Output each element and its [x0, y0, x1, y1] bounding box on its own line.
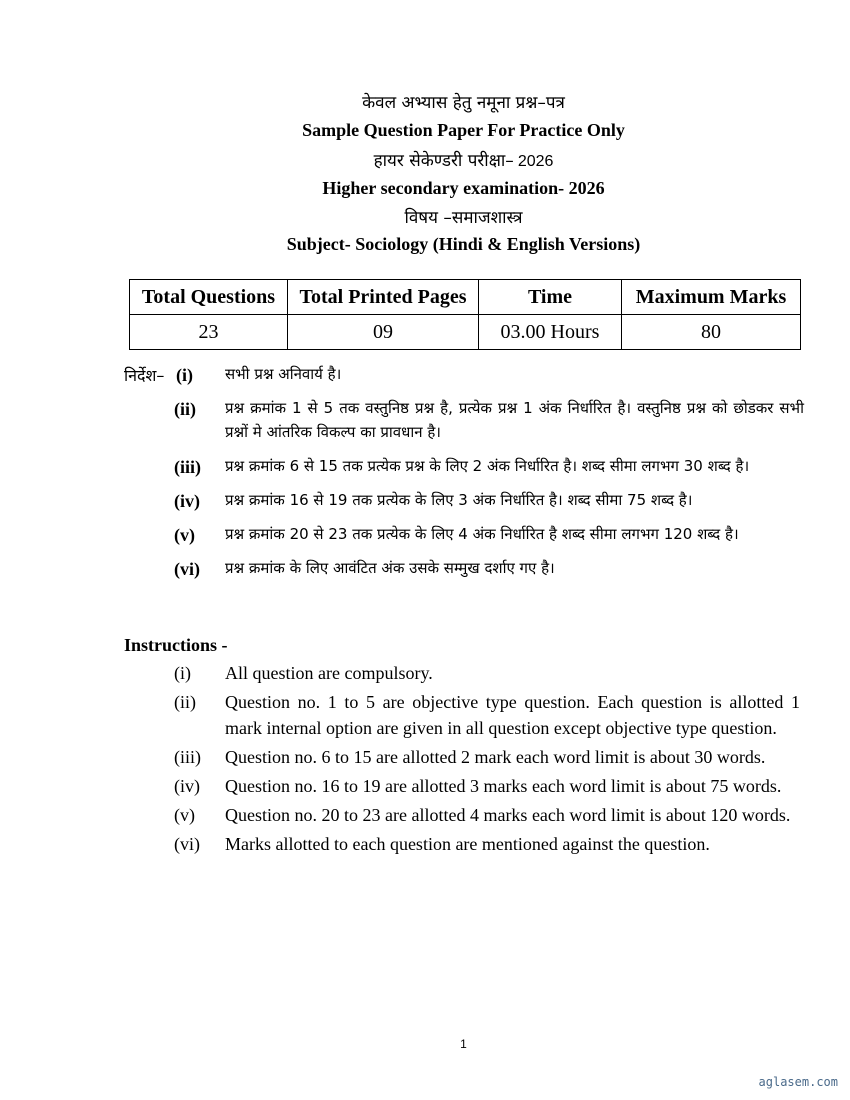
hindi-item-text: प्रश्न क्रमांक के लिए आवंटित अंक उसके सम्मुख दर्शाए गए है। [225, 559, 555, 577]
hindi-item-number: (ii) [174, 399, 196, 419]
english-item-text: Question no. 1 to 5 are objective type question. Each question is allotted 1 mark internal option are given in all question except objective type question. [225, 692, 800, 738]
hindi-instruction-item [124, 488, 804, 512]
header-time: Time [479, 280, 622, 315]
english-subject: Subject- Sociology (Hindi & English Versions) [286, 234, 641, 254]
hindi-subject: विषय –समाजशास्त्र [404, 208, 523, 228]
hindi-instructions-label: निर्देश– [124, 366, 165, 385]
english-instruction-item [124, 689, 800, 741]
header-total-questions: Total Questions [130, 280, 288, 315]
english-item-text: Question no. 20 to 23 are allotted 4 marks each word limit is about 120 words. [225, 805, 791, 825]
english-title: Sample Question Paper For Practice Only [302, 120, 625, 140]
header-total-pages: Total Printed Pages [288, 280, 479, 315]
hindi-item-text: प्रश्न क्रमांक 6 से 15 तक प्रत्येक प्रश्न के लिए 2 अंक निर्धारित है। शब्द सीमा लगभग 30 शब्द है। [225, 457, 750, 475]
hindi-exam-line [0, 148, 850, 171]
site-watermark: aglasem.com [758, 1075, 838, 1089]
english-item-number: (iii) [174, 747, 201, 767]
english-item-number: (i) [174, 663, 191, 683]
exam-meta-table [129, 279, 801, 350]
page-number: 1 [460, 1037, 467, 1051]
english-instruction-item [124, 773, 800, 799]
english-item-text: All question are compulsory. [225, 663, 433, 683]
hindi-item-text: प्रश्न क्रमांक 1 से 5 तक वस्तुनिष्ठ प्रश्न है, प्रत्येक प्रश्न 1 अंक निर्धारित है। वस्तुनिष्ठ प्रश्न को छोडकर सभी प्रश्नों मे आंतरिक विकल्प का प्रावधान है। [225, 399, 804, 441]
english-instruction-item [124, 744, 800, 770]
english-instructions-title: Instructions - [124, 635, 228, 655]
english-item-text: Question no. 6 to 15 are allotted 2 mark each word limit is about 30 words. [225, 747, 766, 767]
hindi-item-number: (i) [176, 365, 193, 385]
hindi-item-number: (iii) [174, 457, 201, 477]
meta-value-row [130, 315, 801, 350]
hindi-instruction-item [124, 454, 804, 478]
value-total-questions: 23 [130, 315, 288, 350]
hindi-instruction-item [124, 396, 804, 444]
hindi-item-number: (iv) [174, 491, 200, 511]
hindi-instruction-item [124, 556, 804, 580]
hindi-instruction-item [124, 362, 804, 386]
hindi-item-number: (vi) [174, 559, 200, 579]
english-item-number: (vi) [174, 834, 200, 854]
hindi-title: केवल अभ्यास हेतु नमूना प्रश्न–पत्र [362, 93, 565, 113]
hindi-instructions [124, 362, 804, 590]
english-item-number: (ii) [174, 692, 196, 712]
english-instruction-item [124, 831, 800, 857]
header-maximum-marks: Maximum Marks [622, 280, 801, 315]
english-instruction-item [124, 802, 800, 828]
english-instructions [124, 660, 800, 860]
english-item-text: Marks allotted to each question are mentioned against the question. [225, 834, 710, 854]
meta-header-row [130, 280, 801, 315]
hindi-item-text: प्रश्न क्रमांक 20 से 23 तक प्रत्येक के लिए 4 अंक निर्धारित है शब्द सीमा लगभग 120 शब्द है। [225, 525, 739, 543]
english-item-text: Question no. 16 to 19 are allotted 3 marks each word limit is about 75 words. [225, 776, 782, 796]
hindi-item-text: प्रश्न क्रमांक 16 से 19 तक प्रत्येक के लिए 3 अंक निर्धारित है। शब्द सीमा 75 शब्द है। [225, 491, 693, 509]
english-instruction-item [124, 660, 800, 686]
hindi-item-text: सभी प्रश्न अनिवार्य है। [225, 365, 342, 383]
value-total-pages: 09 [288, 315, 479, 350]
english-item-number: (iv) [174, 776, 200, 796]
hindi-exam-year: 2026 [517, 153, 554, 170]
hindi-instruction-item [124, 522, 804, 546]
hindi-item-number: (v) [174, 525, 195, 545]
english-item-number: (v) [174, 805, 195, 825]
english-exam: Higher secondary examination- 2026 [322, 178, 605, 198]
value-maximum-marks: 80 [622, 315, 801, 350]
value-time: 03.00 Hours [479, 315, 622, 350]
hindi-exam: हायर सेकेण्डरी परीक्षा– [373, 151, 514, 171]
